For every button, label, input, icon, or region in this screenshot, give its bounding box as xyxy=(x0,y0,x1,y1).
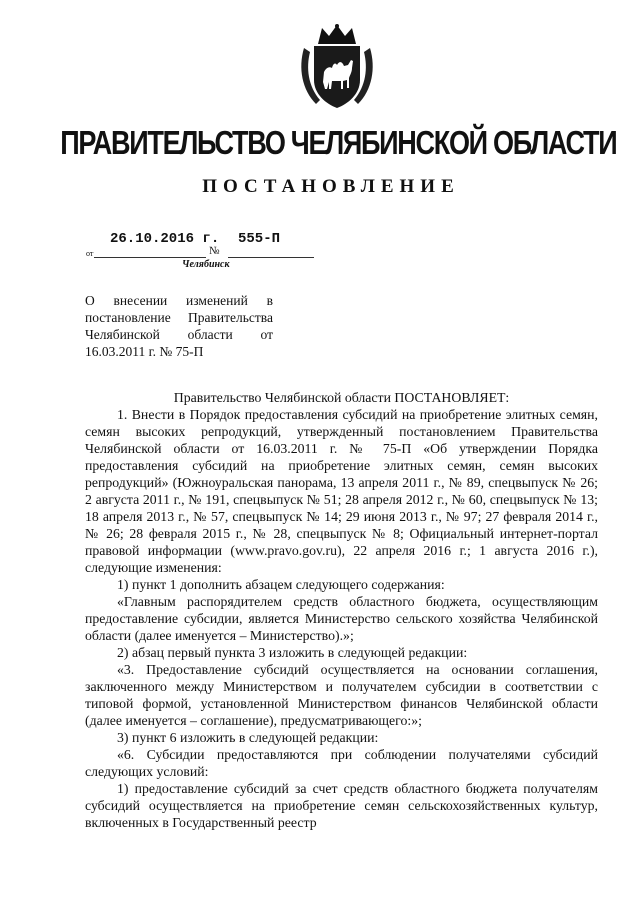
coat-of-arms-icon xyxy=(296,24,378,110)
document-type-heading: ПОСТАНОВЛЕНИЕ xyxy=(202,176,460,197)
body-paragraph: «3. Предоставление субсидий осуществляется на основании соглашения, заключенного между Министерством и получателем субсидии в соответствии с типовой формой, установленной Министерством финансов Челябинской области (далее именуется – соглашение), предусматривающего:»; xyxy=(85,662,598,728)
body-paragraph: 1) пункт 1 дополнить абзацем следующего содержания: xyxy=(117,577,445,592)
body-paragraph: 1) предоставление субсидий за счет средств областного бюджета получателям субсидий осуществляется на приобретение семян сельскохозяйственных культур, включенных в Государственный реестр xyxy=(85,781,598,830)
number-sign: № xyxy=(209,245,220,257)
document-number: 555-П xyxy=(238,231,281,247)
number-underline xyxy=(228,257,314,258)
date-underline xyxy=(94,257,206,258)
date-prefix: от xyxy=(86,249,94,258)
document-body xyxy=(85,389,598,831)
city-label: Челябинск xyxy=(182,259,230,270)
document-date: 26.10.2016 г. xyxy=(110,231,220,247)
body-intro: Правительство Челябинской области ПОСТАНОВЛЯЕТ: xyxy=(173,390,510,405)
body-paragraph: «Главным распорядителем средств областного бюджета, осуществляющим предоставление субсидии, является Министерство сельского хозяйства Челябинской области (далее именуется – Министерство).»; xyxy=(85,594,598,643)
body-paragraph: 2) абзац первый пункта 3 изложить в следующей редакции: xyxy=(117,645,468,660)
body-paragraph: 1. Внести в Порядок предоставления субсидий на приобретение элитных семян, семян высоких репродукций, утвержденный постановлением Правительства Челябинской области от 16.03.2011 г. № 75-П «Об утверждении Порядка предоставления субсидий на приобретение элитных семян, семян высоких репродукций» (Южноуральская панорама, 13 апреля 2011 г., № 89, спецвыпуск № 26; 2 августа 2011 г., № 191, спецвыпуск № 51; 28 апреля 2012 г., № 60, спецвыпуск № 13; 18 апреля 2013 г., № 57, спецвыпуск № 14; 29 июня 2013 г., № 97; 27 февраля 2014 г., № 26; 28 февраля 2015 г., № 28, спецвыпуск № 8; Официальный интернет-портал правовой информации (www.pravo.gov.ru), 22 апреля 2016 г.; 1 августа 2016 г.), следующие изменения: xyxy=(85,407,598,575)
body-paragraph: «6. Субсидии предоставляются при соблюдении получателями субсидий следующих условий: xyxy=(85,747,598,779)
document-subject: О внесении изменений в постановление Правительства Челябинской области от 16.03.2011 г. № 75-П xyxy=(85,293,273,359)
government-title: ПРАВИТЕЛЬСТВО ЧЕЛЯБИНСКОЙ ОБЛАСТИ xyxy=(60,124,617,161)
body-paragraph: 3) пункт 6 изложить в следующей редакции: xyxy=(117,730,379,745)
